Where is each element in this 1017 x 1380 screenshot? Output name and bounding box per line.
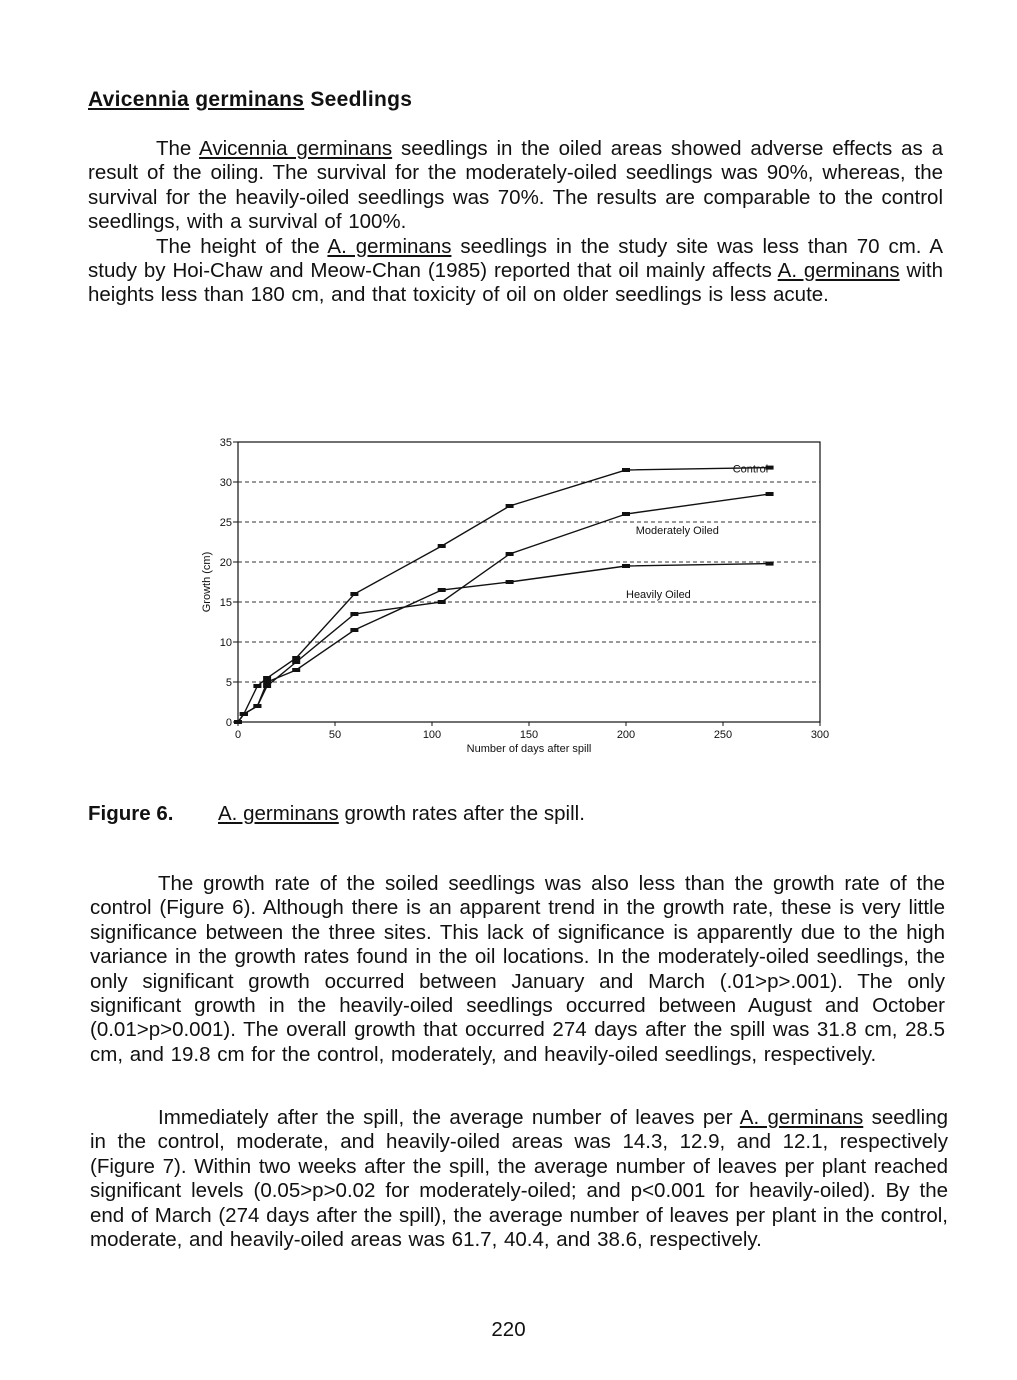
data-point (234, 720, 242, 724)
text-run: seedlings in the oiled areas showed adverse effects as a result of the oiling. The survival for the moderately-oiled seedlings was 90%, whereas, the survival for the heavily-oiled seedlings was 70%. The results are comparable to the control seedlings, with a survival of 100%. (88, 137, 943, 234)
x-tick-label: 250 (713, 729, 733, 741)
y-axis-label: Growth (cm) (201, 551, 213, 613)
data-point (292, 660, 300, 664)
data-point (438, 588, 446, 592)
y-tick-label: 5 (225, 677, 232, 689)
heading-rest: Seedlings (310, 88, 413, 111)
paragraph-leaves (90, 1106, 948, 1252)
paragraph-2 (88, 235, 943, 308)
data-point (622, 512, 630, 516)
caption-species: A. germinans (218, 802, 339, 825)
data-point (350, 628, 358, 632)
figure-caption (88, 802, 585, 826)
x-tick-label: 150 (519, 729, 539, 741)
y-tick-label: 10 (219, 637, 232, 649)
paragraph-growth-rate (90, 872, 945, 1067)
x-tick-label: 100 (422, 729, 442, 741)
x-tick-label: 200 (616, 729, 636, 741)
x-tick-label: 300 (810, 729, 830, 741)
paragraph-3: The growth rate of the soiled seedlings was also less than the growth rate of the control (Figure 6). Although there is an apparent trend in the growth rate, these is very little significance between the three sites. This lack of significance is apparently due to the high variance in the growth rates found in the oil locations. In the moderately-oiled seedlings, the only significant growth occurred between January and March (.01>p>.001). The only significant growth in the heavily-oiled seedlings occurred between August and October (0.01>p>0.001). The overall growth that occurred 274 days after the spill was 31.8 cm, 28.5 cm, and 19.8 cm for the control, moderately, and heavily-oiled seedlings, respectively. (90, 872, 945, 1066)
data-point (253, 684, 261, 688)
section-heading (88, 88, 412, 112)
data-point (253, 704, 261, 708)
data-point (506, 580, 514, 584)
text-run: The height of the (156, 234, 328, 258)
paragraph-survival (88, 137, 943, 308)
x-tick-label: 0 (234, 729, 242, 741)
species-name: A. germinans (739, 1106, 864, 1129)
data-point (263, 676, 271, 680)
text-run: Immediately after the spill, the average number of leaves per (158, 1106, 740, 1129)
data-point (506, 552, 514, 556)
caption-rest: growth rates after the spill. (338, 802, 585, 825)
data-point (292, 668, 300, 672)
series-line (238, 564, 770, 722)
plot-frame (238, 442, 820, 722)
series-label: Control (732, 463, 769, 476)
text-run: seedling in the control, moderate, and heavily-oiled areas was 14.3, 12.9, and 12.1, respectively (Figure 7). Within two weeks after the spill, the average number of leaves per plant reached significant levels (0.05>p>0.02 for moderately-oiled; and p<0.001 for heavily-oiled). By the end of March (274 days after the spill), the average number of leaves per plant in the control, moderate, and heavily-oiled areas was 61.7, 40.4, and 38.6, respectively. (90, 1106, 948, 1252)
series-label: Heavily Oiled (626, 589, 691, 601)
species-name: A. germinans (327, 234, 452, 258)
data-point (350, 612, 358, 616)
text-run: seedlings in the study site was less than 70 cm. A study by Hoi-Chaw and Meow-Chan (1985) reported that oil mainly affects (88, 234, 943, 283)
text-run: with heights less than 180 cm, and that toxicity of oil on older seedlings is less acute. (88, 259, 943, 307)
data-point (438, 600, 446, 604)
y-tick-label: 30 (219, 477, 232, 489)
y-tick-label: 35 (219, 437, 232, 449)
data-point (766, 562, 774, 566)
data-point (263, 680, 271, 684)
growth-chart-svg (190, 430, 850, 775)
data-point (766, 492, 774, 496)
heading-genus: Avicennia (88, 88, 190, 111)
y-tick-label: 25 (219, 517, 232, 529)
data-point (622, 564, 630, 568)
x-axis-label: Number of days after spill (466, 743, 592, 755)
paragraph-4 (90, 1106, 948, 1252)
data-point (240, 712, 248, 716)
paragraph-1 (88, 137, 943, 235)
growth-chart (190, 430, 850, 775)
data-point (622, 468, 630, 472)
data-point (350, 592, 358, 596)
text-run: The (156, 137, 200, 160)
data-point (438, 544, 446, 548)
series-label: Moderately Oiled (635, 525, 719, 537)
heading-species: germinans (195, 88, 305, 111)
species-name: Avicennia germinans (199, 137, 393, 160)
figure-label: Figure 6. (88, 802, 174, 825)
y-tick-label: 0 (225, 717, 232, 729)
y-tick-label: 15 (219, 597, 232, 609)
data-point (506, 504, 514, 508)
page-number: 220 (491, 1318, 526, 1341)
x-tick-label: 50 (328, 729, 342, 741)
y-tick-label: 20 (219, 557, 232, 569)
species-name: A. germinans (777, 259, 900, 283)
